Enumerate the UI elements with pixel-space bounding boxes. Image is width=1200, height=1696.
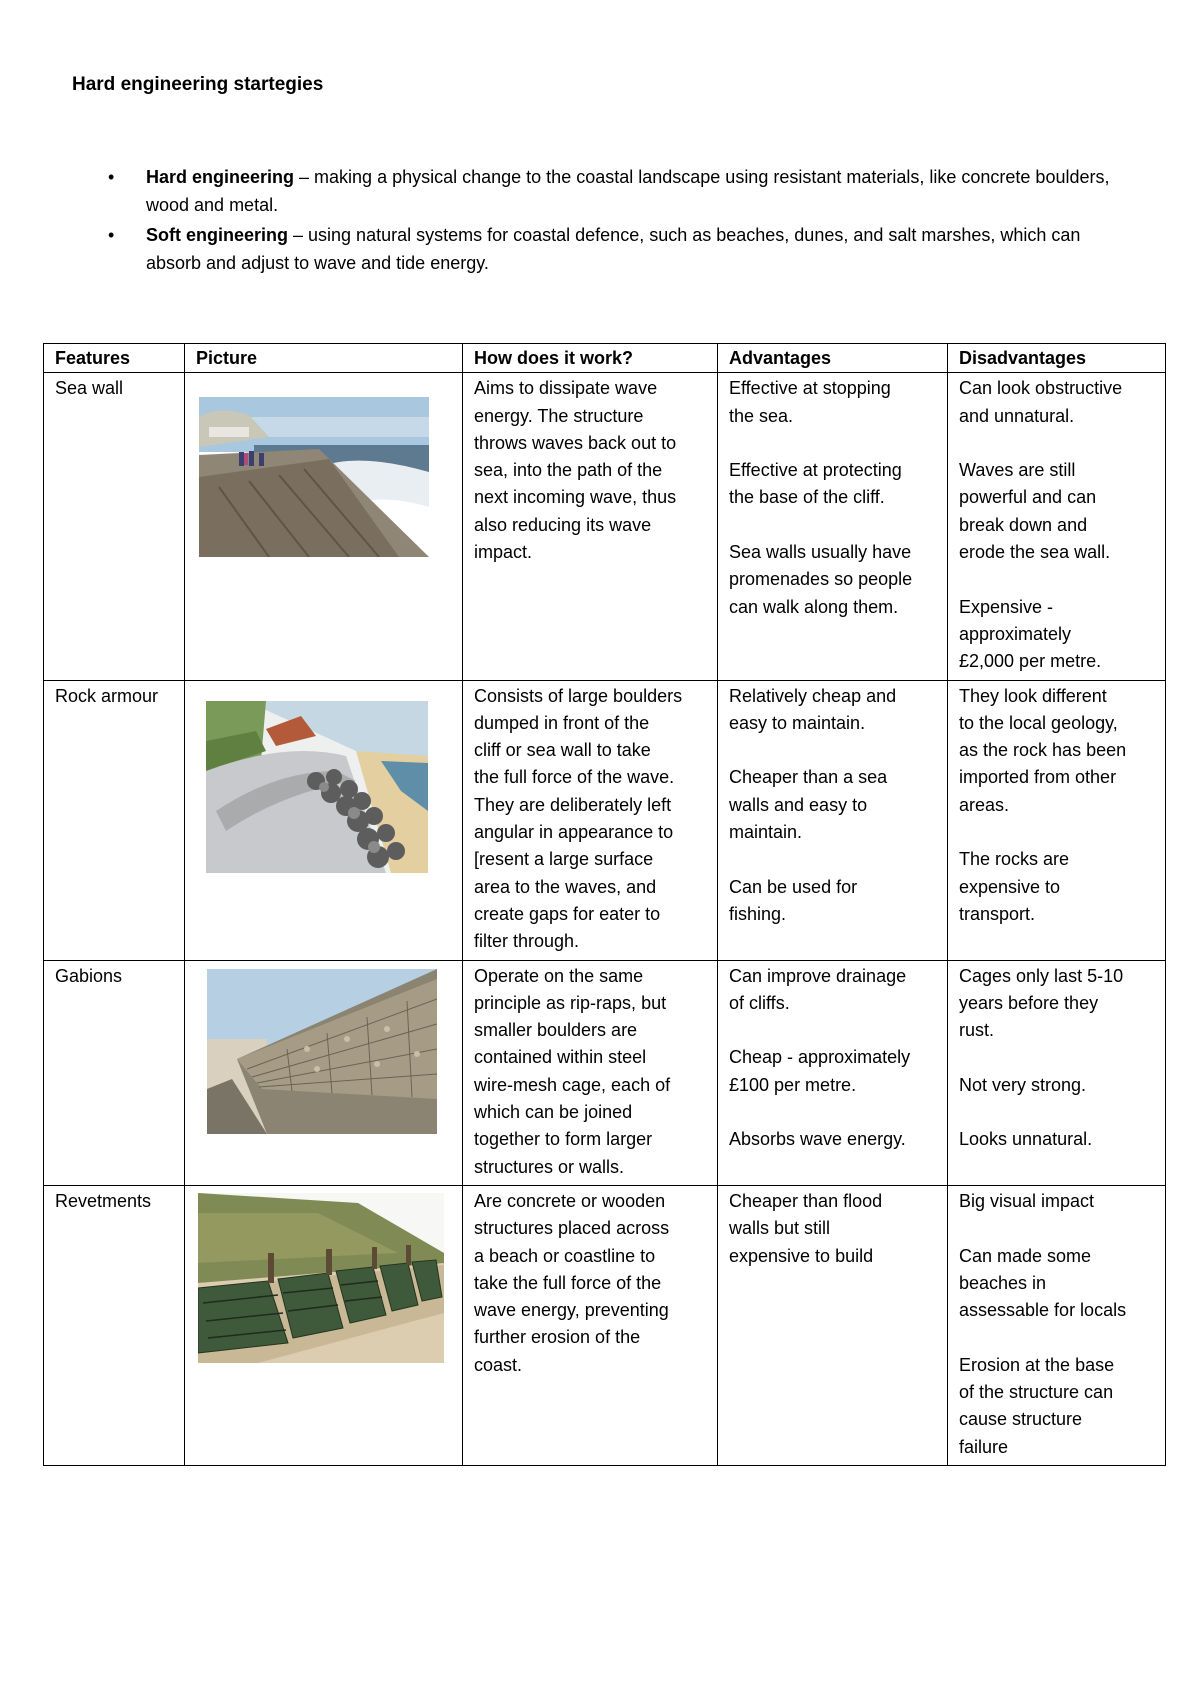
- adv-line: Effective at stopping: [729, 378, 891, 399]
- dis-line: expensive to: [959, 876, 1061, 897]
- how-line: contained within steel: [474, 1047, 647, 1068]
- feature-cell: Rock armour: [44, 680, 185, 960]
- how-line: also reducing its wave: [474, 514, 652, 535]
- how-line: Aims to dissipate wave: [474, 378, 658, 399]
- dis-line: areas.: [959, 794, 1010, 815]
- disadvantages-cell: [948, 1185, 1166, 1465]
- how-line: next incoming wave, thus: [474, 487, 677, 508]
- advantages-cell: [718, 373, 948, 680]
- definition-term: Soft engineering: [146, 225, 289, 245]
- adv-line: promenades so people: [729, 569, 913, 590]
- definition-item: [100, 163, 1140, 219]
- how-line: take the full force of the: [474, 1272, 662, 1293]
- table-header-row: [44, 344, 1166, 373]
- dis-line: imported from other: [959, 767, 1117, 788]
- table-row: [44, 1185, 1166, 1465]
- adv-line: expensive to build: [729, 1245, 874, 1266]
- adv-line: fishing.: [729, 903, 787, 924]
- how-line: filter through.: [474, 931, 580, 952]
- rock-armour-diagram: [206, 701, 428, 873]
- feature-cell: Gabions: [44, 960, 185, 1185]
- dis-line: Waves are still: [959, 460, 1076, 481]
- dis-line: cause structure: [959, 1409, 1083, 1430]
- how-line: smaller boulders are: [474, 1020, 638, 1041]
- header-advantages: Advantages: [718, 344, 948, 373]
- definition-text: – making a physical change to the coastal landscape using resistant materials, like concrete boulders, wood and metal.: [146, 167, 1110, 215]
- definition-item: [100, 221, 1140, 277]
- disadvantages-cell: [948, 680, 1166, 960]
- dis-line: Big visual impact: [959, 1190, 1095, 1211]
- advantages-cell: [718, 680, 948, 960]
- dis-line: failure: [959, 1436, 1009, 1457]
- bullet-icon: •: [108, 225, 115, 245]
- dis-line: The rocks are: [959, 849, 1070, 870]
- adv-line: Relatively cheap and: [729, 685, 897, 706]
- picture-cell: [185, 960, 463, 1185]
- adv-line: of cliffs.: [729, 992, 790, 1013]
- dis-line: erode the sea wall.: [959, 542, 1111, 563]
- how-line: create gaps for eater to: [474, 903, 661, 924]
- how-line: sea, into the path of the: [474, 460, 663, 481]
- definitions-list: [100, 163, 1140, 279]
- dis-line: as the rock has been: [959, 740, 1127, 761]
- dis-line: approximately: [959, 623, 1072, 644]
- how-cell: [463, 1185, 718, 1465]
- picture-cell: [185, 1185, 463, 1465]
- how-line: throws waves back out to: [474, 432, 677, 453]
- adv-line: Sea walls usually have: [729, 542, 912, 563]
- table-row: [44, 960, 1166, 1185]
- adv-line: Effective at protecting: [729, 460, 902, 481]
- how-line: a beach or coastline to: [474, 1245, 656, 1266]
- header-disadvantages: Disadvantages: [948, 344, 1166, 373]
- adv-line: Can improve drainage: [729, 965, 907, 986]
- sea-wall-photo: [199, 397, 429, 557]
- definition-term: Hard engineering: [146, 167, 295, 187]
- dis-line: and unnatural.: [959, 405, 1075, 426]
- feature-cell: Revetments: [44, 1185, 185, 1465]
- dis-line: Can look obstructive: [959, 378, 1123, 399]
- how-line: which can be joined: [474, 1102, 633, 1123]
- how-line: dumped in front of the: [474, 712, 650, 733]
- advantages-cell: [718, 960, 948, 1185]
- how-line: the full force of the wave.: [474, 767, 675, 788]
- adv-line: walls and easy to: [729, 794, 868, 815]
- strategies-table: [43, 343, 1166, 1466]
- how-line: principle as rip-raps, but: [474, 992, 667, 1013]
- dis-line: Looks unnatural.: [959, 1129, 1093, 1150]
- adv-line: can walk along them.: [729, 596, 899, 617]
- dis-line: They look different: [959, 685, 1107, 706]
- how-line: They are deliberately left: [474, 794, 672, 815]
- dis-line: of the structure can: [959, 1381, 1114, 1402]
- picture-cell: [185, 680, 463, 960]
- disadvantages-cell: [948, 960, 1166, 1185]
- dis-line: Can made some: [959, 1245, 1092, 1266]
- header-features: Features: [44, 344, 185, 373]
- dis-line: beaches in: [959, 1272, 1047, 1293]
- table-row: [44, 373, 1166, 680]
- adv-line: easy to maintain.: [729, 712, 866, 733]
- how-line: impact.: [474, 542, 533, 563]
- adv-line: walls but still: [729, 1218, 831, 1239]
- how-cell: [463, 373, 718, 680]
- how-cell: [463, 960, 718, 1185]
- revetments-photo: [198, 1193, 444, 1363]
- how-line: angular in appearance to: [474, 822, 674, 843]
- dis-line: break down and: [959, 514, 1088, 535]
- dis-line: powerful and can: [959, 487, 1097, 508]
- how-line: structures or walls.: [474, 1156, 625, 1177]
- adv-line: Can be used for: [729, 876, 858, 897]
- feature-cell: Sea wall: [44, 373, 185, 680]
- header-picture: Picture: [185, 344, 463, 373]
- adv-line: Absorbs wave energy.: [729, 1129, 906, 1150]
- dis-line: £2,000 per metre.: [959, 651, 1102, 672]
- dis-line: Erosion at the base: [959, 1354, 1115, 1375]
- adv-line: the base of the cliff.: [729, 487, 885, 508]
- dis-line: Not very strong.: [959, 1074, 1087, 1095]
- how-line: Consists of large boulders: [474, 685, 683, 706]
- dis-line: transport.: [959, 903, 1036, 924]
- how-line: [resent a large surface: [474, 849, 654, 870]
- disadvantages-cell: [948, 373, 1166, 680]
- gabions-photo: [207, 969, 437, 1134]
- page-title: Hard engineering startegies: [72, 74, 324, 95]
- how-line: further erosion of the: [474, 1327, 641, 1348]
- how-line: wire-mesh cage, each of: [474, 1074, 671, 1095]
- dis-line: rust.: [959, 1020, 995, 1041]
- dis-line: years before they: [959, 992, 1099, 1013]
- how-line: energy. The structure: [474, 405, 644, 426]
- table-row: [44, 680, 1166, 960]
- header-how: How does it work?: [463, 344, 718, 373]
- dis-line: Cages only last 5-10: [959, 965, 1124, 986]
- definition-text: – using natural systems for coastal defence, such as beaches, dunes, and salt marshes, which can absorb and adjust to wave and tide energy.: [146, 225, 1081, 273]
- dis-line: assessable for locals: [959, 1300, 1127, 1321]
- adv-line: Cheaper than flood: [729, 1190, 883, 1211]
- adv-line: Cheap - approximately: [729, 1047, 911, 1068]
- how-line: together to form larger: [474, 1129, 653, 1150]
- how-line: cliff or sea wall to take: [474, 740, 651, 761]
- how-line: area to the waves, and: [474, 876, 657, 897]
- dis-line: Expensive -: [959, 596, 1054, 617]
- advantages-cell: [718, 1185, 948, 1465]
- bullet-icon: •: [108, 167, 115, 187]
- how-line: Are concrete or wooden: [474, 1190, 666, 1211]
- how-line: wave energy, preventing: [474, 1300, 669, 1321]
- adv-line: maintain.: [729, 822, 803, 843]
- how-line: coast.: [474, 1354, 523, 1375]
- adv-line: the sea.: [729, 405, 794, 426]
- picture-cell: [185, 373, 463, 680]
- how-cell: [463, 680, 718, 960]
- adv-line: £100 per metre.: [729, 1074, 857, 1095]
- how-line: structures placed across: [474, 1218, 670, 1239]
- adv-line: Cheaper than a sea: [729, 767, 888, 788]
- how-line: Operate on the same: [474, 965, 644, 986]
- dis-line: to the local geology,: [959, 712, 1118, 733]
